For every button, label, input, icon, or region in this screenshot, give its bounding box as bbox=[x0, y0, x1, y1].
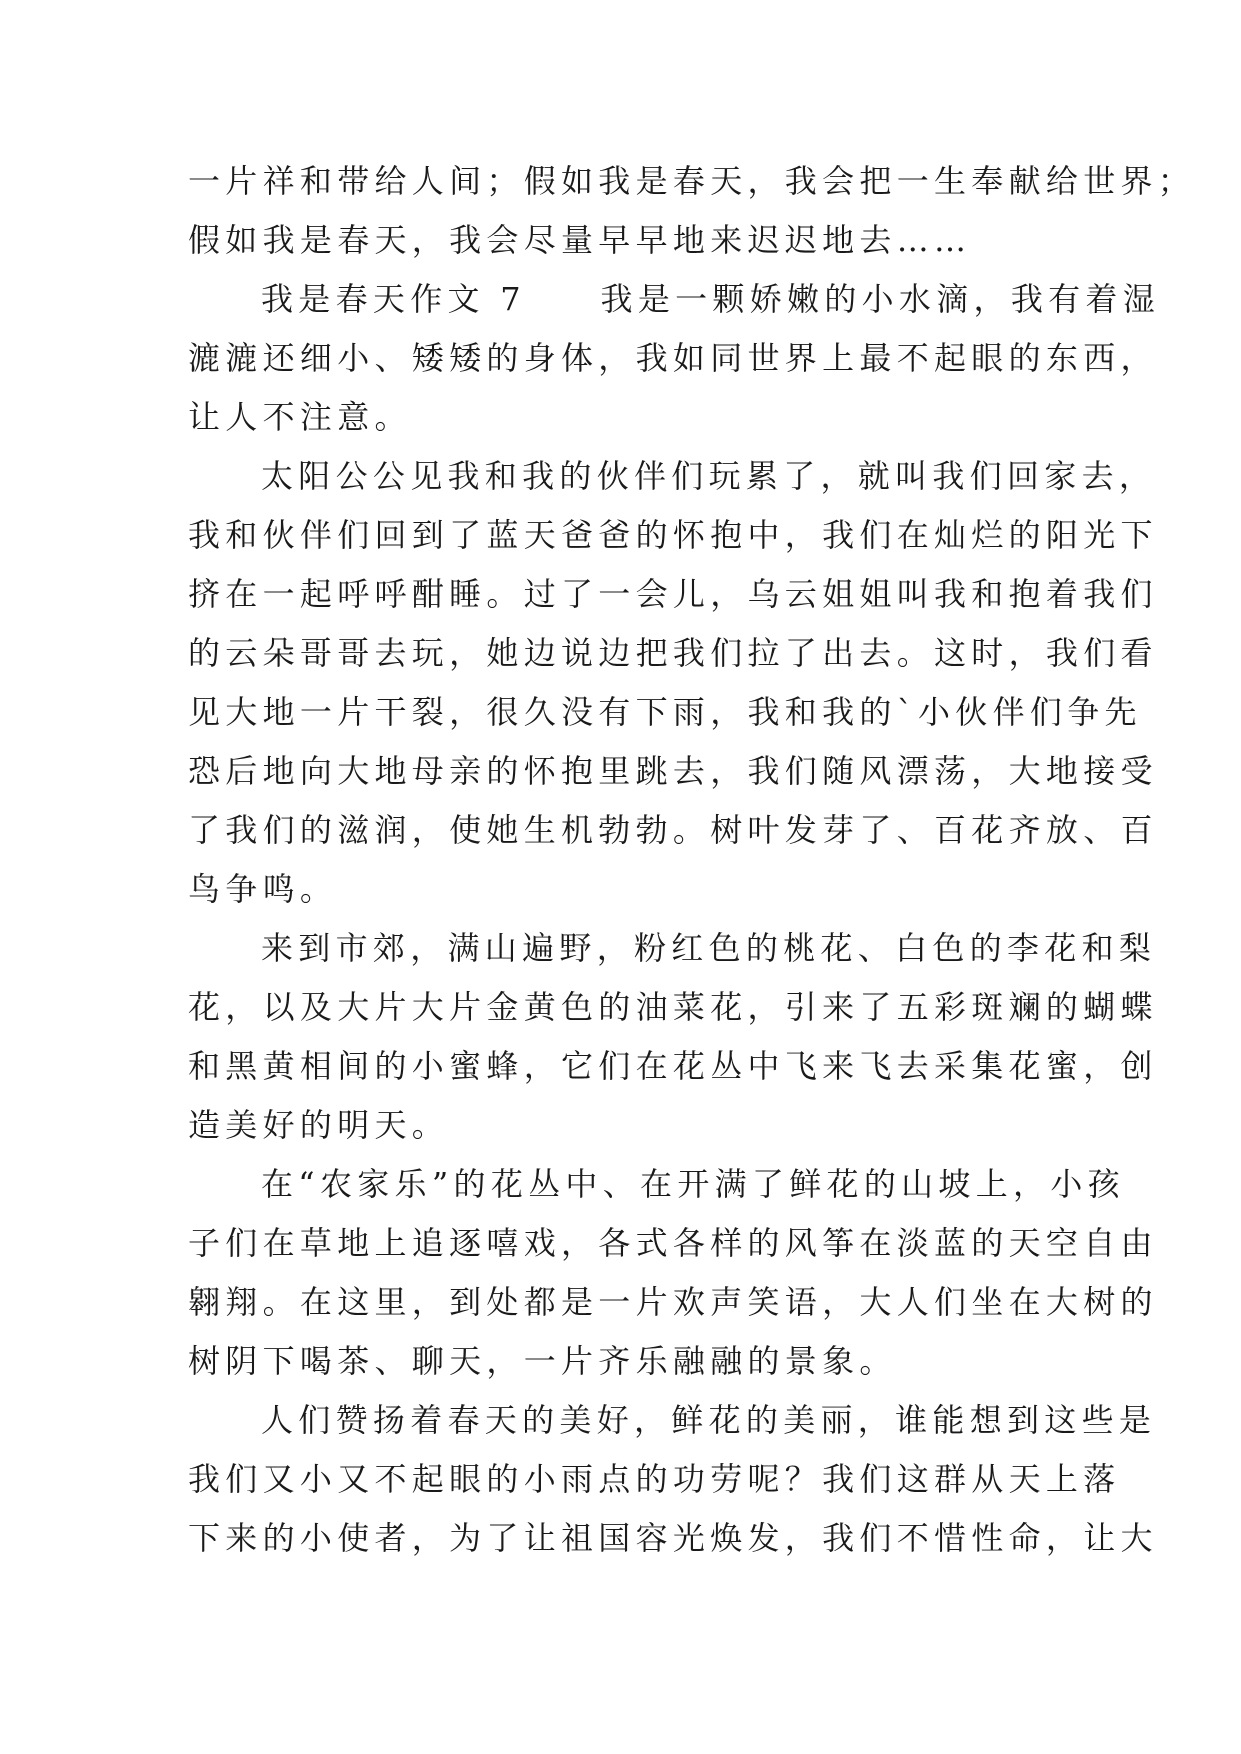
text-line: 造美好的明天。 bbox=[188, 1106, 450, 1144]
essay-body bbox=[188, 152, 1196, 1568]
paragraph-start-line: 我是春天作文 7 我是一颗娇嫩的小水滴，我有着湿 bbox=[261, 280, 1161, 318]
text-line: 和黑黄相间的小蜜蜂，它们在花丛中飞来飞去采集花蜜，创 bbox=[188, 1047, 1158, 1085]
text-line: 鸟争鸣。 bbox=[188, 870, 338, 908]
text-line: 漉漉还细小、矮矮的身体，我如同世界上最不起眼的东西， bbox=[188, 339, 1158, 377]
text-line: 假如我是春天，我会尽量早早地来迟迟地去…… bbox=[188, 221, 972, 259]
text-line: 的云朵哥哥去玩，她边说边把我们拉了出去。这时，我们看 bbox=[188, 634, 1158, 672]
paragraph-start-line: 太阳公公见我和我的伙伴们玩累了，就叫我们回家去， bbox=[261, 457, 1157, 495]
text-line: 恐后地向大地母亲的怀抱里跳去，我们随风漂荡，大地接受 bbox=[188, 752, 1158, 790]
text-line: 见大地一片干裂，很久没有下雨，我和我的`小伙伴们争先 bbox=[188, 693, 1142, 731]
text-line: 下来的小使者，为了让祖国容光焕发，我们不惜性命，让大 bbox=[188, 1519, 1158, 1557]
text-line: 让人不注意。 bbox=[188, 398, 412, 436]
text-line: 翱翔。在这里，到处都是一片欢声笑语，大人们坐在大树的 bbox=[188, 1283, 1158, 1321]
text-line: 了我们的滋润，使她生机勃勃。树叶发芽了、百花齐放、百 bbox=[188, 811, 1158, 849]
paragraph-start-line: 来到市郊，满山遍野，粉红色的桃花、白色的李花和梨 bbox=[261, 929, 1157, 967]
text-line: 我们又小又不起眼的小雨点的功劳呢？我们这群从天上落 bbox=[188, 1460, 1121, 1498]
text-line: 挤在一起呼呼酣睡。过了一会儿，乌云姐姐叫我和抱着我们 bbox=[188, 575, 1158, 613]
text-line: 我和伙伴们回到了蓝天爸爸的怀抱中，我们在灿烂的阳光下 bbox=[188, 516, 1158, 554]
text-line: 树阴下喝茶、聊天，一片齐乐融融的景象。 bbox=[188, 1342, 897, 1380]
paragraph-start-line: 在“农家乐”的花丛中、在开满了鲜花的山坡上，小孩 bbox=[261, 1165, 1125, 1203]
text-line: 花，以及大片大片金黄色的油菜花，引来了五彩斑斓的蝴蝶 bbox=[188, 988, 1158, 1026]
text-line: 一片祥和带给人间；假如我是春天，我会把一生奉献给世界； bbox=[188, 162, 1196, 200]
text-line: 子们在草地上追逐嘻戏，各式各样的风筝在淡蓝的天空自由 bbox=[188, 1224, 1158, 1262]
paragraph-start-line: 人们赞扬着春天的美好，鲜花的美丽，谁能想到这些是 bbox=[261, 1401, 1157, 1439]
